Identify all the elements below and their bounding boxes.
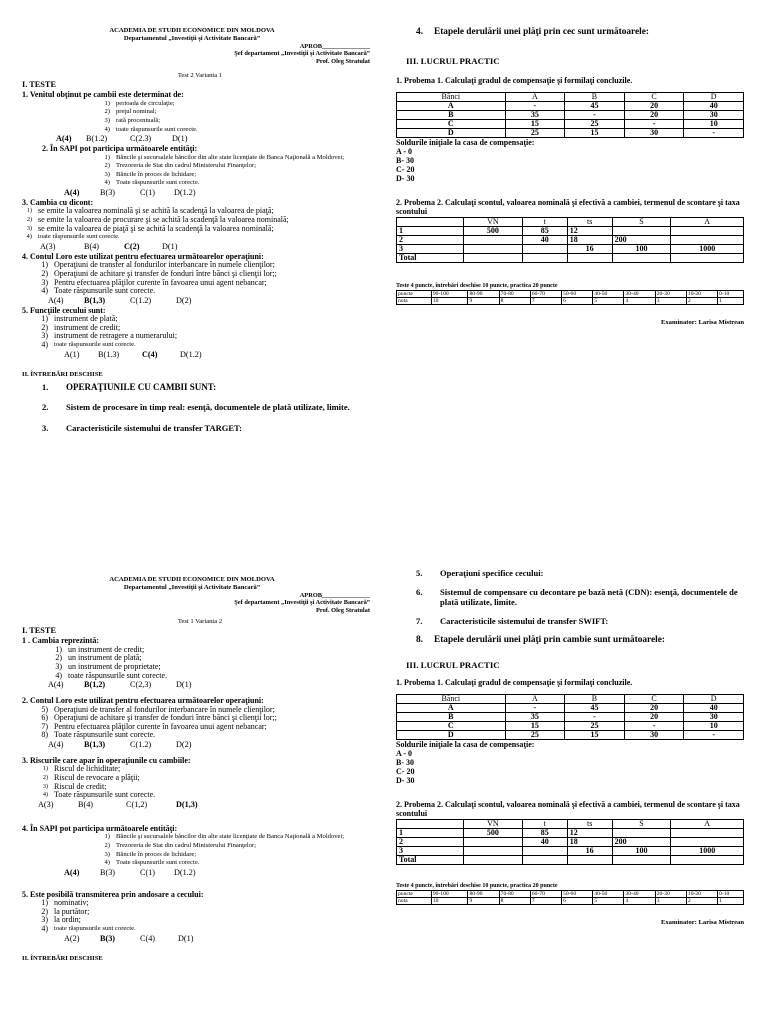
examiner: Examinator: Larisa Mistrean [660,918,744,926]
question-2-options [22,154,378,188]
section-practical: III. LUCRUL PRACTIC [406,56,500,66]
examiner: Examinator: Larisa Mistrean [660,318,744,326]
option: 2) Trezoreria de Stat din cadrul Ministerului Finanţelor; [104,841,257,849]
table-row: nota 10 9 8 7 6 5 4 3 2 1 [397,897,744,904]
option: 1) Riscul de lichiditate; [43,764,121,774]
open-question-7: 7. Caracteristicile sistemului de transfer SWIFT: [416,615,609,626]
approve-line: APROB_______________ [299,592,370,599]
option: 3) rată procentuală; [104,116,161,124]
question-3-answers: A(3) B(4) C(2) D(1) [40,241,178,251]
question-2-answers: A(4) B(3) C(1) D(1.2) [64,187,196,197]
question-1-answers: A(4) B(1.2) C(2.3) D(1) [56,134,188,144]
grading-caption: Teste 4 puncte, întrebări deschise 10 puncte, practica 20 puncte [396,882,558,889]
professor-name: Prof. Oleg Stratulat [315,57,370,65]
open-question-2: 2. Sistem de procesare în timp real: esenţă, documentele de plată utilizate, limite. [42,402,350,413]
question-4-answers: A(4) B(1,3) C(1.2) D(2) [48,295,192,305]
question-5-options [22,899,378,933]
table-row: D 25 15 30 - [397,128,744,137]
question-3-answers: A(3) B(4) C(1,2) D(1,3) [38,799,198,809]
variant-title: Test 2 Varianta 1 [177,72,223,80]
exam-sheet-variant-2 [0,512,768,1024]
initial-balances: Soldurile iniţiale la casa de compensaţie: A - 0 B- 30 C- 20 D- 30 [396,739,535,786]
question-2: 2. Contul Loro este utilizat pentru efectuarea următoarelor operaţiuni: [22,696,264,706]
approval-block [22,592,370,614]
option: 2) Trezoreria de Stat din cadrul Ministerului Finanţelor; [104,162,257,170]
academy-name: ACADEMIA DE STUDII ECONOMICE DIN MOLDOVA [109,27,275,34]
option: 1) Băncile şi sucursalele băncilor din alte state licenţiate de Banca Naţională a Moldovei; [104,833,345,841]
approval-block [22,43,370,65]
option: 2) preţul nominal; [104,108,157,116]
option: 3) Riscul de credit; [43,781,107,791]
problem-2: 2. Probema 2. Calculaţi scontul, valoarea nominală şi efectivă a cambiei, termenul de scontare şi taxa scontului [396,799,740,819]
option: 1) Băncile şi sucursalele băncilor din alte state licenţiate de Banca Naţională a Moldovei; [104,153,345,161]
open-question-6: 6. Sistemul de compensare cu decontare pe bază netă (CDN): esenţă, documentele de plată utilizate, limite. [416,586,738,607]
problem-2: 2. Probema 2. Calculaţi scontul, valoarea nominală şi efectivă a cambiei, termenul de scontare şi taxa scontului [396,197,740,217]
question-3-options [22,207,378,241]
question-2-options [22,706,378,740]
table-row: C 15 25 - 10 [397,119,744,128]
question-5-options [22,315,378,349]
table-header: VN t ts S A [397,217,744,226]
table-row: 2 40 18 200 [397,837,744,846]
problem-1: 1. Probema 1. Calculaţi gradul de compensaţie şi formilaţi concluzile. [396,678,633,687]
section-open-questions: II. ÎNTREBĂRI DESCHISE [22,370,103,378]
question-1: 1. Venitul obţinut pe cambii este determinat de: [22,90,184,100]
question-5-answers: A(1) B(1.3) C(4) D(1.2) [64,349,202,359]
option: 3) un instrument de proprietate; [55,661,161,671]
table-row: 2 40 18 200 [397,235,744,244]
left-column [22,0,378,433]
table-header: Bănci A B C D [397,92,744,101]
table-row: 1 500 85 12 [397,828,744,837]
table-row: B 35 - 20 30 [397,110,744,119]
option: 3) se emite la valoarea de piaţă şi se achită la scadenţă la valoarea nominală; [27,223,274,233]
question-4: 4. În SAPI pot participa următoarele entităţi: [22,823,178,833]
option: 4) toate răspunsurile sunt corecte. [26,233,120,241]
approve-line: APROB_______________ [299,43,370,50]
question-1: 1 . Cambia reprezintă: [22,636,100,646]
question-3: 3. Riscurile care apar în operaţiunile cu cambiile: [22,755,191,765]
option: 3) instrument de retragere a numerarului; [41,331,178,341]
open-question-3: 3. Caracteristicile sistemului de transfer TARGET: [42,422,242,433]
initial-balances: Soldurile iniţiale la casa de compensaţie: A - 0 B- 30 C- 20 D- 30 [396,137,535,184]
table-row: 3 16 100 1000 [397,846,744,855]
question-2-answers: A(4) B(1,3) C(1.2) D(2) [48,739,192,749]
problem-1: 1. Probema 1. Calculaţi gradul de compensaţie şi formilaţi concluzile. [396,76,633,85]
option: 2) se emite la valoarea de procurare şi se achită la scadenţă la valoarea nominală; [27,215,289,225]
professor-name: Prof. Oleg Stratulat [315,606,370,614]
head-of-department: Şef departament „Investiţii şi Activitate Bancară” [234,50,370,58]
option: 4) Toate răspunsurile sunt corecte. [43,790,156,800]
discount-table [396,819,744,865]
option: 1) nominativ; [41,898,89,908]
right-column [396,0,746,326]
question-4-options [22,833,378,867]
question-3-options [22,765,378,799]
question-1-options [22,646,378,680]
question-5: 5. Funcţiile cecului sunt: [22,305,106,315]
table-row: A - 45 20 40 [397,703,744,712]
grading-table [396,290,744,305]
right-column [396,512,746,926]
section-tests: I. TESTE [22,626,56,636]
table-header: VN t ts S A [397,819,744,828]
table-row: D 25 15 30 - [397,730,744,739]
table-row: Total [397,253,744,262]
option: 2) la purtător; [41,906,90,916]
question-2: 2. În SAPI pot participa următoarele entităţi: [42,144,198,154]
question-5: 5. Este posibilă transmiterea prin andosare a cecului: [22,889,204,899]
grading-caption: Teste 4 puncte, întrebări deschise 10 puncte, practica 20 puncte [396,282,558,289]
discount-table [396,217,744,263]
option: 8) Toate răspunsurile sunt corecte. [41,730,156,740]
table-header: Bănci A B C D [397,694,744,703]
table-row: B 35 - 20 30 [397,712,744,721]
head-of-department: Şef departament „Investiţii şi Activitate Bancară” [234,599,370,607]
option: 3) la ordin; [41,915,81,925]
option: 7) Pentru efectuarea plăţilor curente în favoarea unui agent nebancar; [41,721,267,731]
question-1-answers: A(4) B(1,2) C(2,3) D(1) [48,680,192,690]
variant-title: Test 1 Varianta 2 [177,618,223,626]
option: 5) Operaţiuni de transfer al fondurilor interbancare în numele clienţilor; [41,704,275,714]
option: 4) toate răspunsurile sunt corecte. [55,670,168,680]
question-5-answers: A(2) B(3) C(4) D(1) [64,933,194,943]
option: 2) instrument de credit; [41,322,121,332]
academy-name: ACADEMIA DE STUDII ECONOMICE DIN MOLDOVA [109,576,275,583]
option: 3) Băncile în proces de lichidare; [104,170,197,178]
option: 4) Toate răspunsurile sunt corecte. [104,179,200,187]
section-open-questions: II. ÎNTREBĂRI DESCHISE [22,954,103,962]
option: 4) toate răspunsurile sunt corecte. [41,924,136,933]
option: 2) un instrument de plată; [55,653,142,663]
question-4: 4. Contul Loro este utilizat pentru efectuarea următoarelor operaţiuni: [22,251,264,261]
option: 4) Toate răspunsurile sunt corecte. [104,859,200,867]
header [22,27,362,43]
table-row: A - 45 20 40 [397,101,744,110]
table-row: C 15 25 - 10 [397,721,744,730]
header [22,576,362,592]
option: 4) toate răspunsurile sunt corecte. [104,125,198,133]
compensation-table [396,694,744,740]
option: 3) Băncile în proces de lichidare; [104,850,197,858]
option: 4) Toate răspunsurile sunt corecte. [41,286,156,296]
question-4-cheque: 4. Etapele derulării unei plăţi prin cec sunt următoarele: [416,27,649,37]
grading-table [396,890,744,905]
section-practical: III. LUCRUL PRACTIC [406,660,500,670]
question-4-options [22,261,378,295]
section-tests: I. TESTE [22,80,56,90]
open-question-5: 5. Operaţiuni specifice cecului: [416,568,544,578]
table-row: 1 500 85 12 [397,226,744,235]
option: 1) instrument de plată; [41,314,118,324]
compensation-table [396,92,744,138]
option: 6) Operaţiuni de achitare şi transfer de fonduri între bănci şi clienţii lor;; [41,713,277,723]
option: 2) Operaţiuni de achitare şi transfer de fonduri între bănci şi clienţii lor;; [41,268,277,278]
option: 1) un instrument de credit; [55,644,145,654]
table-row: nota 10 9 8 7 6 5 4 3 2 1 [397,297,744,304]
question-1-options [22,100,378,134]
department-name: Departamentul „Investiţii şi Activitate Bancară” [123,35,261,42]
left-column [22,512,378,964]
option: 3) Pentru efectuarea plăţilor curente în favoarea unui agent nebancar; [41,277,267,287]
option: 1) se emite la valoarea nominală şi se achită la scadenţă la valoarea de piaţă; [27,206,274,216]
option: 4) toate răspunsurile sunt corecte. [41,340,136,349]
table-row: Total [397,855,744,864]
table-row: 3 16 100 1000 [397,244,744,253]
option: 1) perioada de circulaţie; [104,99,175,107]
option: 1) Operaţiuni de transfer al fondurilor interbancare în numele clienţilor; [41,260,275,270]
question-8-bill: 8. Etapele derulării unei plăţi prin cambie sunt următoarele: [416,635,665,645]
table-row: puncte 90-100 80-90 70-80 60-70 50-60 40-50 30-40 20-30 10-20 0-10 [397,290,744,297]
question-3: 3. Cambia cu dicont: [22,197,94,207]
option: 2) Riscul de revocare a plăţii; [43,773,140,783]
question-4-answers: A(4) B(3) C(1) D(1.2) [64,867,196,877]
open-question-1: 1. OPERAŢIUNILE CU CAMBII SUNT: [42,381,217,392]
table-row: puncte 90-100 80-90 70-80 60-70 50-60 40-50 30-40 20-30 10-20 0-10 [397,890,744,897]
department-name: Departamentul „Investiţii şi Activitate Bancară” [123,584,261,591]
